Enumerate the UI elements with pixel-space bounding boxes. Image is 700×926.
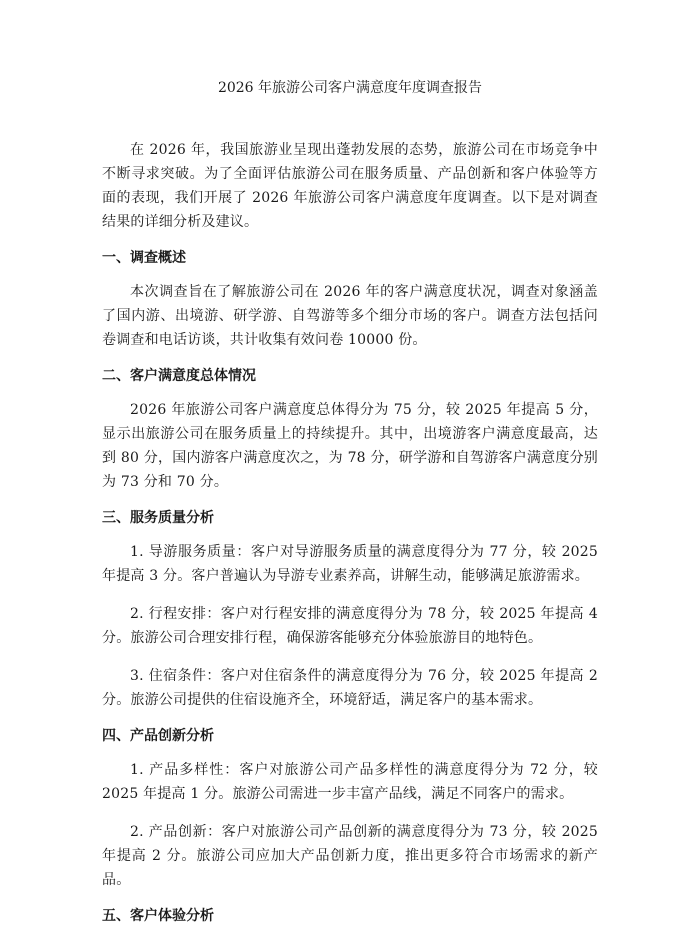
section-survey-overview <box>102 248 598 352</box>
section-customer-experience <box>102 906 598 926</box>
section-heading: 三、服务质量分析 <box>102 510 214 526</box>
intro-paragraph: 在 2026 年，我国旅游业呈现出蓬勃发展的态势，旅游公司在市场竞争中不断寻求突破。为了全面评估旅游公司在服务质量、产品创新和客户体验等方面的表现，我们开展了 2026 年旅游公司客户满意度年度调查。以下是对调查结果的详细分析及建议。 <box>102 142 598 230</box>
section-service-quality <box>102 508 598 712</box>
section-paragraph: 2. 行程安排：客户对行程安排的满意度得分为 78 分，较 2025 年提高 4 分。旅游公司合理安排行程，确保游客能够充分体验旅游目的地特色。 <box>102 606 598 646</box>
section-heading: 一、调查概述 <box>102 250 186 266</box>
section-product-innovation <box>102 726 598 892</box>
section-paragraph: 1. 产品多样性：客户对旅游公司产品多样性的满意度得分为 72 分，较 2025 年提高 1 分。旅游公司需进一步丰富产品线，满足不同客户的需求。 <box>102 762 598 802</box>
section-paragraph: 1. 导游服务质量：客户对导游服务质量的满意度得分为 77 分，较 2025 年提高 3 分。客户普遍认为导游专业素养高，讲解生动，能够满足旅游需求。 <box>102 544 598 584</box>
section-paragraph: 本次调查旨在了解旅游公司在 2026 年的客户满意度状况，调查对象涵盖了国内游、出境游、研学游、自驾游等多个细分市场的客户。调查方法包括问卷调查和电话访谈，共计收集有效问卷 10000 份。 <box>102 284 598 348</box>
section-paragraph: 2. 产品创新：客户对旅游公司产品创新的满意度得分为 73 分，较 2025 年提高 2 分。旅游公司应加大产品创新力度，推出更多符合市场需求的新产品。 <box>102 824 598 888</box>
section-paragraph: 3. 住宿条件：客户对住宿条件的满意度得分为 76 分，较 2025 年提高 2 分。旅游公司提供的住宿设施齐全，环境舒适，满足客户的基本需求。 <box>102 668 598 708</box>
section-heading: 五、客户体验分析 <box>102 908 214 924</box>
section-overall-satisfaction <box>102 366 598 494</box>
section-paragraph: 2026 年旅游公司客户满意度总体得分为 75 分，较 2025 年提高 5 分，显示出旅游公司在服务质量上的持续提升。其中，出境游客户满意度最高，达到 80 分，国内游客户满意度次之，为 78 分，研学游和自驾游客户满意度分别为 73 分和 70 分。 <box>102 402 598 490</box>
document-title: 2026 年旅游公司客户满意度年度调查报告 <box>217 80 483 96</box>
section-heading: 二、客户满意度总体情况 <box>102 368 256 384</box>
section-heading: 四、产品创新分析 <box>102 728 214 744</box>
